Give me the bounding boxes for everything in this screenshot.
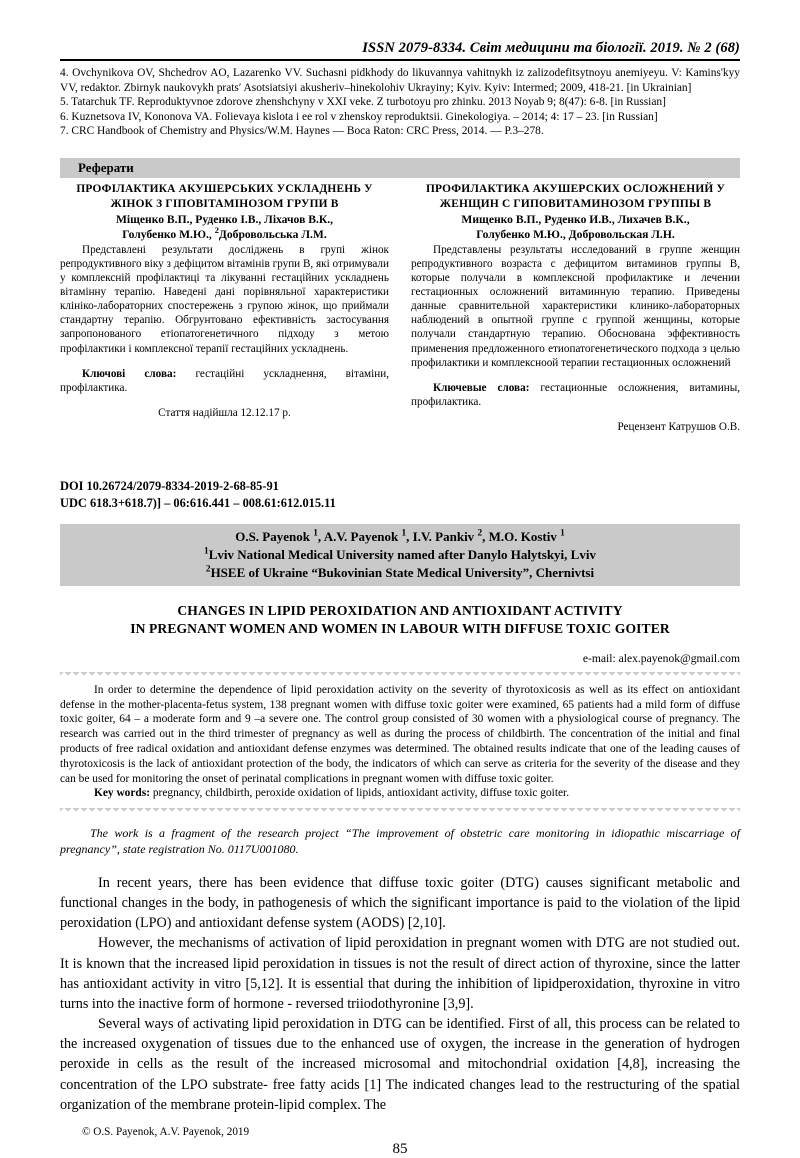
english-abstract (60, 683, 740, 802)
reference-item: 6. Kuznetsova IV, Kononova VA. Folievaya kislota i ee rol v zhenskoy reproduktsii. Ginekologiya. – 2014; 4: 17 – 23. [in Russian] (60, 110, 658, 123)
abstract-ua-authors (60, 212, 389, 242)
affiliation-marker: 1 (560, 528, 565, 539)
affiliation-marker: 1 (313, 528, 318, 539)
abstract-ru-reviewer: Рецензент Катрушов О.В. (617, 421, 740, 434)
article-title (60, 602, 740, 639)
copyright-line: © O.S. Payenok, A.V. Payenok, 2019 (82, 1125, 250, 1138)
affiliation-marker: 2 (477, 528, 483, 539)
abstracts-section-heading: Реферати (60, 158, 740, 178)
header-rule (60, 59, 740, 61)
abstract-ukrainian (60, 182, 389, 434)
article-body (60, 873, 740, 1115)
abstract-ru-title: ПРОФИЛАКТИКА АКУШЕРСКИХ ОСЛОЖНЕНИЙ У ЖЕНЩИН С ГИПОВИТАМИНОЗОМ ГРУППЫ В (425, 182, 726, 210)
english-keywords (60, 786, 740, 801)
abstract-ua-received-date: Стаття надійшла 12.12.17 р. (158, 407, 291, 420)
author-name-3: , I.V. Pankiv (406, 529, 478, 545)
abstract-ru-keywords (411, 381, 740, 409)
affiliation-marker: 1 (204, 546, 209, 557)
body-paragraph: Several ways of activating lipid peroxidation in DTG can be identified. First of all, this process can be related to the increased oxygenation of tissues due to the enhanced use of oxygen, the increase in the generation of hydrogen peroxide in cells as the result of the increased microsomal and mitochondrial oxidation [4,8], increasing the concentration of the LPO substrate- free fatty acids [1] The indicated changes lead to the restructuring of the spatial organization of the membrane protein-lipid complex. The (60, 1016, 740, 1113)
article-title-line1: CHANGES IN LIPID PEROXIDATION AND ANTIOXIDANT ACTIVITY (177, 603, 623, 618)
affiliation-2 (60, 564, 740, 582)
abstract-ua-keywords (60, 367, 389, 395)
authors-pre: Голубенко М.Ю., (122, 227, 215, 241)
doi-line: DOI 10.26724/2079-8334-2019-2-68-85-91 (60, 479, 279, 494)
authors-affiliations-band (60, 524, 740, 586)
zigzag-separator-bottom (60, 808, 740, 815)
abstract-ru-authors-line1: Мищенко В.П., Руденко И.В., Лихачев В.К., (461, 212, 690, 226)
contact-email: e-mail: alex.payenok@gmail.com (582, 651, 740, 665)
affiliation-1-text: Lviv National Medical University named after Danylo Halytskyi, Lviv (208, 547, 596, 563)
references-list (60, 66, 740, 139)
abstract-ru-body: Представлены результаты исследований в группе женщин репродуктивного возраста с дефицитом витаминов группы В, которые получали в комплексной профилактике и лечении гестационных осложнений витаминную терапию. Приведены данные сравнительной характеристики клинико-лабораторных наблюдений в опытной группе с группой женщины, которые получали стандартную терапию. Обоснована эффективность применения предложенного етиопатогенетического подхода з целью профилактики и комплексноой терапии гестационных осложнений (411, 243, 740, 369)
affiliation-marker: 2 (205, 564, 211, 575)
author-name-4: , M.O. Kostiv (482, 529, 561, 545)
page-number: 85 (392, 1140, 408, 1157)
abstract-ru-authors-line2: Голубенко М.Ю., Добровольская Л.Н. (476, 227, 675, 241)
author-name-2: , A.V. Payenok (317, 529, 402, 545)
keywords-label: Key words: (94, 787, 150, 800)
abstract-ua-body: Представлені результати досліджень в групі жінок репродуктивного віку з дефіцитом вітамінів групи В, які отримували у комплексній профілактиці та лікуванні гестаційних ускладнень вітамінну терапію. Наведені дані порівняльної характеристики клініко-лабораторних спостережень з групою жінок, що приймали стандартну терапію. Обгрунтовано ефективність застосування запропонованого етіопатогенетичного підходу з метою профілактики і комплексної терапії гестаційних ускладнень. (60, 243, 390, 355)
keywords-label: Ключові слова: (82, 367, 177, 380)
article-title-line2: IN PREGNANT WOMEN AND WOMEN IN LABOUR WITH DIFFUSE TOXIC GOITER (130, 621, 670, 637)
body-paragraph: In recent years, there has been evidence that diffuse toxic goiter (DTG) causes significant metabolic and functional changes in the body, in pathogenesis of which the significant importance is paid to the violation of the lipid peroxidation (LPO) and antioxidant defense system (AODS) [2,10]. (60, 874, 740, 932)
article-authors (60, 528, 740, 546)
keywords-value: pregnancy, childbirth, peroxide oxidation of lipids, antioxidant activity, diffuse toxic goiter. (152, 787, 570, 800)
zigzag-separator-top (60, 672, 740, 679)
affiliation-marker: 1 (401, 528, 407, 539)
affiliation-1 (60, 546, 740, 564)
authors-post: Добровольська Л.М. (218, 227, 327, 241)
affiliation-2-text: HSEE of Ukraine “Bukovinian State Medical University”, Chernivtsi (210, 565, 595, 581)
english-abstract-text: In order to determine the dependence of lipid peroxidation activity on the severity of thyrotoxicosis as well as its effect on antioxidant defense in the mother-placenta-fetus system, 138 pregnant women with diffuse toxic goiter were examined, 65 patients had a mild form of diffuse toxic goiter, 64 – a moderate form and 9 –a severe one. The control group consisted of 30 women with a physiological course of pregnancy. The research was carried out in the third trimester of pregnancy as well as during the process of childbirth. The concentration of the initial and final products of free radical oxidation and antioxidant defense enzymes was determined. The obtained results indicate that one of the leading causes of thyrotoxicosis is the lack of antioxidant protection of the body, the indicators of which can serve as criteria for the severity of the disease and they can be used for monitoring the onset of perinatal complications in pregnant women with diffuse toxic goiter. (60, 683, 740, 785)
abstract-russian (411, 182, 740, 434)
reference-item: 7. CRC Handbook of Chemistry and Physics/W.M. Haynes — Boca Raton: CRC Press, 2014. — P.3–278. (60, 125, 544, 138)
affiliation-marker: 2 (214, 225, 219, 235)
abstract-ru-authors (411, 212, 740, 242)
funding-note: The work is a fragment of the research project “The improvement of obstetric care monitoring in idiopathic miscarriage of pregnancy”, state registration No. 0117U001080. (60, 826, 740, 857)
body-paragraph: However, the mechanisms of activation of lipid peroxidation in pregnant women with DTG are not studied out. It is known that the increased lipid peroxidation in tissues is not the result of direct action of thyroxine, since the latter has antioxidant activity in vitro [5,12]. It is essential that during the inhibition of lipidperoxidation, thyroxine in vitro turns into the inactive form of hormone - reversed triiodothyronine [3,9]. (60, 935, 740, 1012)
abstracts-section (60, 158, 740, 434)
keywords-value: гестаційні ускладнення, вітаміни, профілактика. (60, 367, 390, 394)
keywords-label: Ключевые слова: (433, 381, 530, 394)
keywords-value: гестационные осложнения, витамины, профилактика. (411, 381, 741, 409)
reference-item: 4. Ovchynikova OV, Shchedrov AO, Lazarenko VV. Suchasni pidkhody do likuvannya vahitnykh iz zalizodefitsytnoyu anemiyeyu. V: Kamins'kyy VV, redaktor. Zbirnyk naukovykh prats′ Asotsiatsiyi akusheriv–hinekolohiv Ukrayiny; Kyiv. Kyiv: Intermed; 2009, 418-21. [in Ukrainian] (60, 67, 740, 94)
abstract-ua-authors-line2 (60, 227, 389, 242)
abstracts-columns (60, 182, 740, 434)
identifiers-block (60, 478, 740, 511)
abstract-ua-authors-line1: Міщенко В.П., Руденко І.В., Ліхачов В.К., (115, 212, 334, 226)
author-name-1: O.S. Payenok (235, 529, 314, 545)
reference-item: 5. Tatarchuk TF. Reproduktyvnoe zdorove zhenshchyny v XXI veke. Z turbotoyu pro zhinku. 2013 Noyab 9; 8(47): 6-8. [in Russian] (60, 96, 666, 109)
udc-line: UDC 618.3+618.7)] – 06:616.441 – 008.61:612.015.11 (60, 495, 336, 510)
running-head: ISSN 2079-8334. Світ медицини та біології. 2019. № 2 (68) (362, 40, 740, 56)
abstract-ua-title: ПРОФІЛАКТИКА АКУШЕРСЬКИХ УСКЛАДНЕНЬ У ЖІНОК З ГІПОВІТАМІНОЗОМ ГРУПИ В (76, 182, 373, 210)
